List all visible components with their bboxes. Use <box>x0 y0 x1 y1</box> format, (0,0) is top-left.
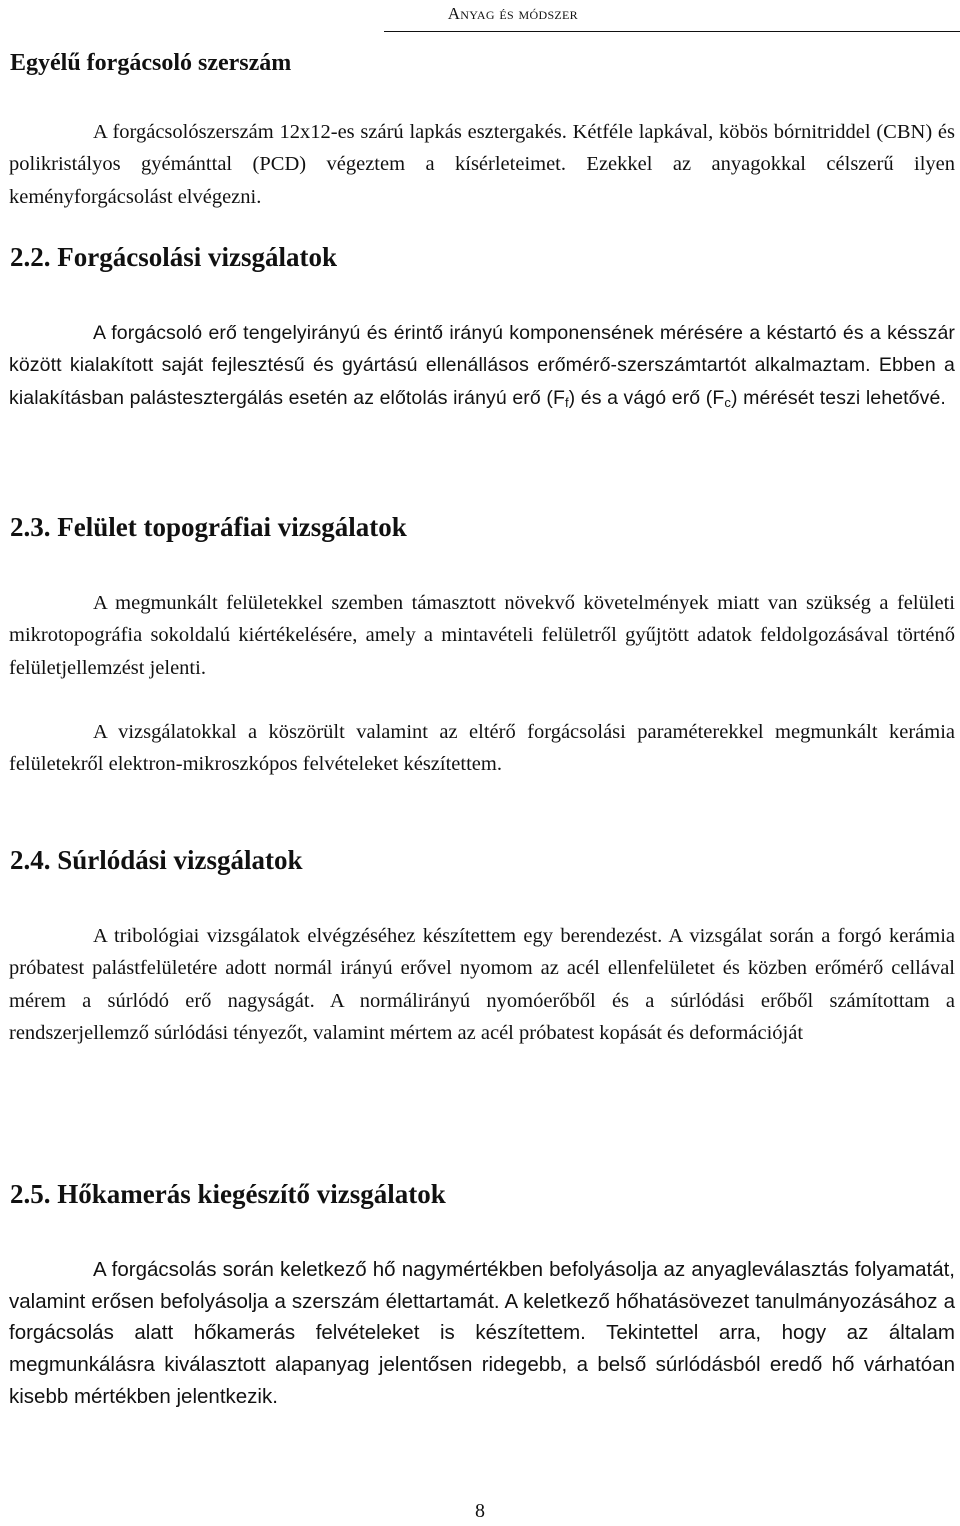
tool-paragraph: A forgácsolószerszám 12x12-es szárú lapkás esztergakés. Kétféle lapkával, köbös bórnitriddel (CBN) és polikristályos gyémánttal (PCD) végeztem a kísérleteimet. Ezekkel az anyagokkal célszerű ilyen keményforgácsolást elvégezni. <box>9 121 955 208</box>
section-2-2-paragraph: A forgácsoló erő tengelyirányú és érintő irányú komponensének mérésére a késtartó és a késszár között kialakított saját fejlesztésű és gyártású ellenállásos erőmérő-szerszámtartót alkalmaztam. Ebben a kialakításban palástesztergálás esetén az előtolás irányú erő $(F_f)$ és a vágó erő $(F_c)$ mérését teszi lehetővé. <box>9 322 955 410</box>
section-2-3-paragraph-1: A megmunkált felületekkel szemben támasztott növekvő követelmények miatt van szükség a felületi mikrotopográfia sokoldalú kiértékelésére, amely a mintavételi felületről gyűjtött adatok feldolgozásával történő felületjellemzést jelenti. <box>9 592 955 679</box>
tool-section-title: Egyélű forgácsoló szerszám <box>10 50 292 76</box>
section-2-3-paragraph-2: A vizsgálatokkal a köszörült valamint az eltérő forgácsolási paraméterekkel megmunkált kerámia felületekről elektron-mikroszkópos felvételeket készítettem. <box>9 721 955 776</box>
section-2-5-title: 2.5. Hőkamerás kiegészítő vizsgálatok <box>10 1179 446 1209</box>
running-head: Anyag és módszer <box>447 4 578 23</box>
section-2-2-title: 2.2. Forgácsolási vizsgálatok <box>10 242 337 272</box>
section-2-4-paragraph: A tribológiai vizsgálatok elvégzéséhez készítettem egy berendezést. A vizsgálat során a forgó kerámia próbatest palástfelületére adott normál irányú erővel nyomom az acél ellenfelületet és közben erőmérő cellával mérem a súrlódó erő nagyságát. A normálirányú nyomóerőből és a súrlódási erőből számítottam a rendszerjellemző súrlódási tényezőt, valamint mértem az acél próbatest kopását és deformációját <box>9 925 955 1044</box>
section-2-3-title: 2.3. Felület topográfiai vizsgálatok <box>10 512 407 542</box>
subscript-c: c <box>724 394 731 410</box>
section-2-4-title: 2.4. Súrlódási vizsgálatok <box>10 845 303 875</box>
section-2-5-paragraph: A forgácsolás során keletkező hő nagymértékben befolyásolja az anyagleválasztás folyamatát, valamint erősen befolyásolja a szerszám élettartamát. A keletkező hőhatásövezet tanulmányozásához a forgácsolás alatt hőkamerás felvételeket is készítettem. Tekintettel arra, hogy az általam megmunkálásra kiválasztott alapanyag jelentősen ridegebb, a belső súrlódásból eredő hő várhatóan kisebb mértékben jelentkezik. <box>9 1258 955 1408</box>
header-rule <box>384 31 960 32</box>
page-number: 8 <box>475 1500 485 1522</box>
subscript-f: f <box>564 394 569 410</box>
